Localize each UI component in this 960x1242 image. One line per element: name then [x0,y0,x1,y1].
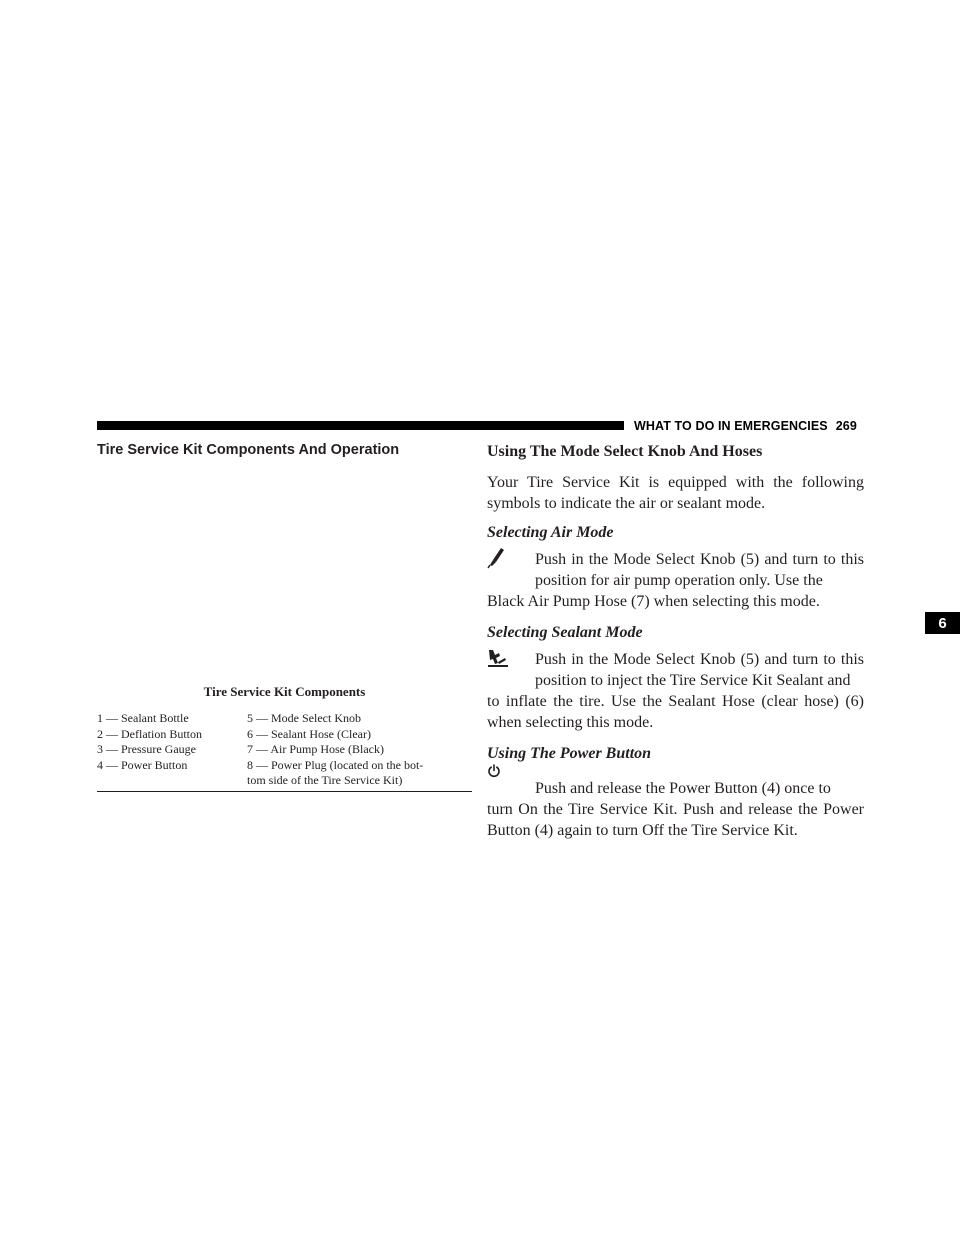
air-mode-text-cont: Black Air Pump Hose (7) when selecting this mode. [487,593,820,610]
legend-item: 8 — Power Plug (located on the bot- [247,757,424,772]
sealant-mode-text: Push in the Mode Select Knob (5) and turn to this position to inject the Tire Service Kit Sealant and [535,651,864,689]
power-button-heading: Using The Power Button [487,745,652,762]
subsection-heading: Using The Mode Select Knob And Hoses [487,443,763,460]
power-button-text: Push and release the Power Button (4) once to [535,780,831,797]
air-mode-block [487,549,864,612]
sealant-mode-heading: Selecting Sealant Mode [487,624,643,641]
legend-row [97,773,472,789]
right-column [487,441,864,851]
legend-item: 7 — Air Pump Hose (Black) [247,742,384,756]
power-button-text-cont: turn On the Tire Service Kit. Push and release the Power Button (4) again to turn Off the Tire Service Kit. [487,801,864,839]
legend-row [97,727,472,743]
intro-paragraph: Your Tire Service Kit is equipped with the following symbols to indicate the air or sealant mode. [487,474,864,512]
figure-caption: Tire Service Kit Components [203,684,366,699]
air-mode-text: Push in the Mode Select Knob (5) and turn to this position for air pump operation only. Use the [535,551,864,589]
legend-item: 5 — Mode Select Knob [247,711,361,725]
chapter-tab: 6 [925,612,960,634]
air-mode-heading: Selecting Air Mode [487,524,614,541]
legend-item: 6 — Sealant Hose (Clear) [247,726,371,741]
running-header [634,419,857,433]
legend-item: 2 — Deflation Button [97,726,202,741]
section-title: WHAT TO DO IN EMERGENCIES [634,419,828,433]
power-button-block [487,770,864,841]
legend-item: 4 — Power Button [97,757,188,772]
sealant-mode-text-cont: to inflate the tire. Use the Sealant Hose (clear hose) (6) when selecting this mode. [487,693,864,731]
legend-rule [97,791,472,792]
legend-row [97,758,472,774]
legend-item [97,773,247,789]
sealant-mode-block [487,649,864,733]
figure-legend [97,711,472,789]
legend-item: 1 — Sealant Bottle [97,711,189,725]
air-mode-icon [487,547,507,567]
legend-item: tom side of the Tire Service Kit) [247,773,403,787]
legend-row [97,711,472,727]
legend-item: 3 — Pressure Gauge [97,742,196,756]
section-heading: Tire Service Kit Components And Operation [97,442,400,458]
legend-row [97,742,472,758]
power-icon [487,764,507,784]
header-rule [97,421,624,430]
sealant-mode-icon [487,647,507,667]
page-number: 269 [835,419,857,433]
